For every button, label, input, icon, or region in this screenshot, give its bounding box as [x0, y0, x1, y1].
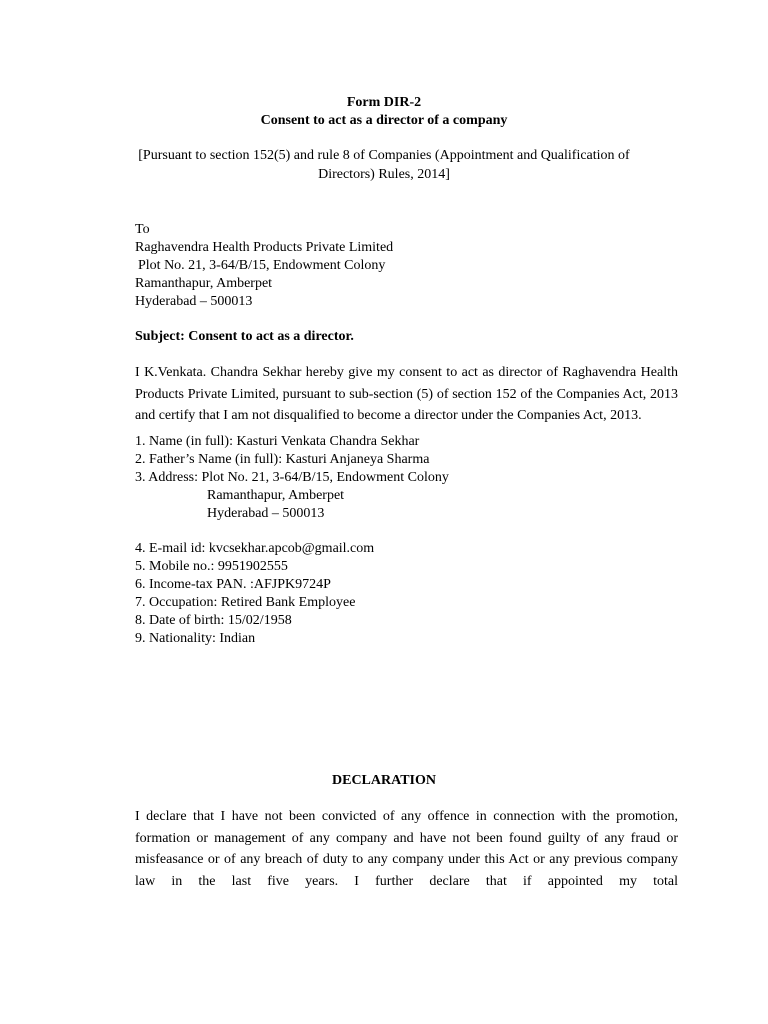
detail-dob: 8. Date of birth: 15/02/1958: [135, 613, 292, 628]
address-to: To: [135, 222, 150, 237]
declaration-paragraph: I declare that I have not been convicted of any offence in connection with the promotion, formation or management of any company and have not been found guilty of any fraud or misfeasance or of any breach of duty to any company under this Act or any previous company law in the last five years. I further declare that if appointed my total: [135, 809, 678, 889]
pursuant-line-1: [Pursuant to section 152(5) and rule 8 of Companies (Appointment and Qualification of: [138, 148, 630, 163]
detail-address: 3. Address: Plot No. 21, 3-64/B/15, Endowment Colony: [135, 470, 449, 485]
subject-line: Subject: Consent to act as a director.: [135, 329, 354, 344]
detail-name: 1. Name (in full): Kasturi Venkata Chandra Sekhar: [135, 434, 420, 449]
address-company: Raghavendra Health Products Private Limited: [135, 240, 394, 255]
detail-email: 4. E-mail id: kvcsekhar.apcob@gmail.com: [135, 541, 375, 556]
declaration-heading: DECLARATION: [332, 773, 436, 788]
address-line-1: Plot No. 21, 3-64/B/15, Endowment Colony: [138, 258, 386, 273]
detail-address-line-3: Hyderabad – 500013: [207, 506, 325, 521]
form-number: Form DIR-2: [346, 95, 422, 110]
detail-nationality: 9. Nationality: Indian: [135, 631, 256, 646]
consent-paragraph: I K.Venkata. Chandra Sekhar hereby give my consent to act as director of Raghavendra Health Products Private Limited, pursuant to sub-section (5) of section 152 of the Companies Act, 2013 and certify that I am not disqualified to become a director under the Companies Act, 2013.: [135, 365, 678, 423]
detail-occupation: 7. Occupation: Retired Bank Employee: [135, 595, 356, 610]
detail-pan: 6. Income-tax PAN. :AFJPK9724P: [135, 577, 331, 592]
address-line-2: Ramanthapur, Amberpet: [135, 276, 273, 291]
detail-address-line-2: Ramanthapur, Amberpet: [207, 488, 345, 503]
detail-mobile: 5. Mobile no.: 9951902555: [135, 559, 288, 574]
pursuant-line-2: Directors) Rules, 2014]: [318, 167, 450, 182]
address-line-3: Hyderabad – 500013: [135, 294, 253, 309]
form-title: Consent to act as a director of a company: [260, 113, 508, 128]
detail-father-name: 2. Father’s Name (in full): Kasturi Anjaneya Sharma: [135, 452, 430, 467]
